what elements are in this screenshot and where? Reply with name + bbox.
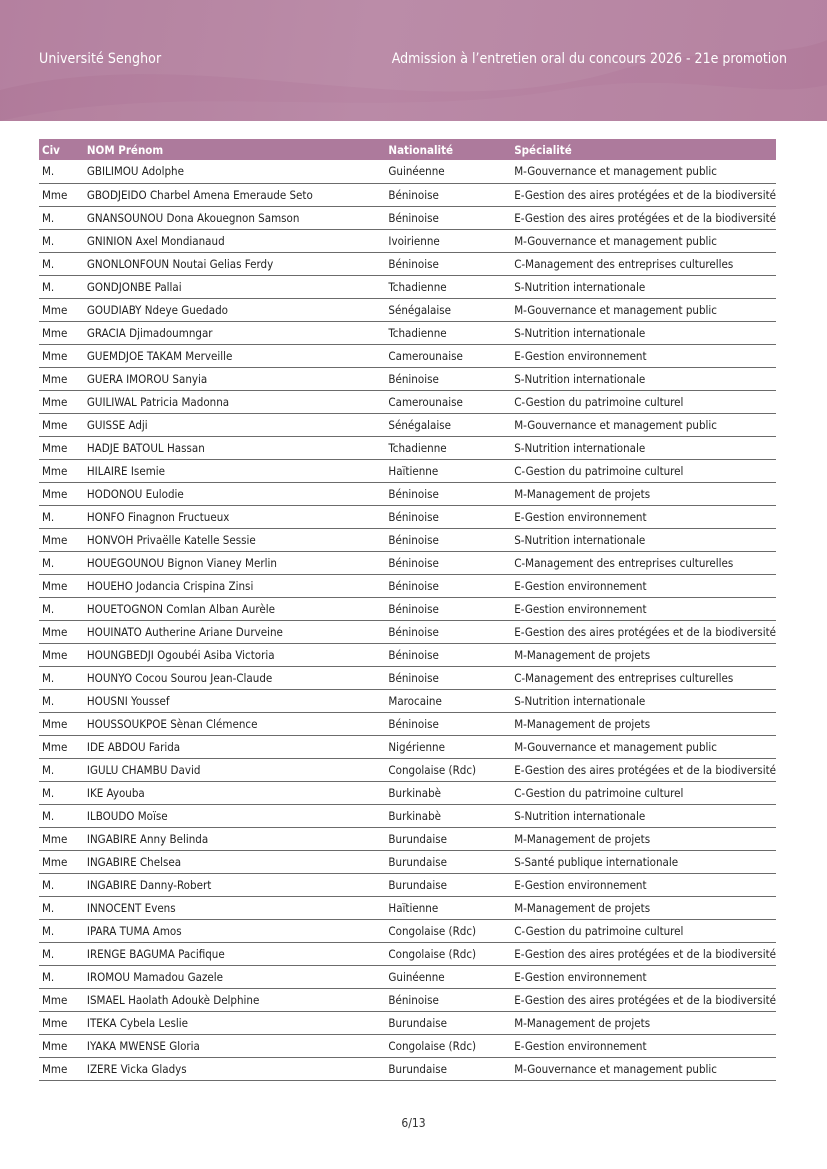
cell-civ: M. xyxy=(42,946,55,961)
cell-civ: Mme xyxy=(42,831,68,846)
cell-civ: M. xyxy=(42,164,55,179)
cell-civ: M. xyxy=(42,785,55,800)
cell-civ: Mme xyxy=(42,854,68,869)
cell-nationality: Haïtienne xyxy=(388,900,439,915)
cell-specialty: S-Santé publique internationale xyxy=(514,854,679,869)
cell-civ: M. xyxy=(42,969,55,984)
table-row xyxy=(39,781,776,804)
cell-nationality: Tchadienne xyxy=(388,279,447,294)
table-row xyxy=(39,298,776,321)
table-row xyxy=(39,597,776,620)
cell-specialty: C-Management des entreprises culturelles xyxy=(514,670,734,685)
table-row xyxy=(39,436,776,459)
table-row xyxy=(39,873,776,896)
cell-name: HOUNGBEDJI Ogoubéi Asiba Victoria xyxy=(86,647,275,662)
cell-nationality: Béninoise xyxy=(388,532,439,547)
cell-name: IDE ABDOU Farida xyxy=(86,739,181,754)
cell-specialty: M-Gouvernance et management public xyxy=(514,164,717,179)
table-row xyxy=(39,1034,776,1057)
cell-nationality: Béninoise xyxy=(388,716,439,731)
column-header-civ: Civ xyxy=(42,142,60,157)
table-row xyxy=(39,965,776,988)
cell-nationality: Burundaise xyxy=(388,1015,447,1030)
cell-nationality: Guinéenne xyxy=(388,969,445,984)
table-row xyxy=(39,643,776,666)
cell-specialty: E-Gestion environnement xyxy=(514,578,647,593)
table-row xyxy=(39,252,776,275)
table-row xyxy=(39,413,776,436)
cell-specialty: M-Management de projets xyxy=(514,1015,651,1030)
table-row xyxy=(39,275,776,298)
cell-nationality: Congolaise (Rdc) xyxy=(388,923,477,938)
cell-specialty: M-Gouvernance et management public xyxy=(514,233,717,248)
cell-specialty: E-Gestion des aires protégées et de la biodiversité xyxy=(514,210,776,225)
cell-specialty: S-Nutrition internationale xyxy=(514,371,646,386)
cell-specialty: E-Gestion environnement xyxy=(514,601,647,616)
table-row xyxy=(39,896,776,919)
table-row xyxy=(39,459,776,482)
table-row xyxy=(39,206,776,229)
cell-nationality: Béninoise xyxy=(388,187,439,202)
cell-specialty: E-Gestion des aires protégées et de la biodiversité xyxy=(514,762,776,777)
cell-name: HOUINATO Autherine Ariane Durveine xyxy=(86,624,283,639)
cell-civ: Mme xyxy=(42,187,68,202)
cell-nationality: Sénégalaise xyxy=(388,302,452,317)
cell-nationality: Ivoirienne xyxy=(388,233,440,248)
cell-name: HILAIRE Isemie xyxy=(86,463,166,478)
cell-nationality: Burundaise xyxy=(388,1061,447,1076)
cell-civ: Mme xyxy=(42,992,68,1007)
cell-name: HOUSSOUKPOE Sènan Clémence xyxy=(86,716,258,731)
table-row xyxy=(39,367,776,390)
cell-specialty: S-Nutrition internationale xyxy=(514,532,646,547)
cell-nationality: Burundaise xyxy=(388,854,447,869)
cell-nationality: Béninoise xyxy=(388,509,439,524)
cell-civ: M. xyxy=(42,670,55,685)
cell-nationality: Camerounaise xyxy=(388,348,463,363)
cell-civ: M. xyxy=(42,923,55,938)
cell-nationality: Béninoise xyxy=(388,624,439,639)
cell-nationality: Guinéenne xyxy=(388,164,445,179)
cell-name: HOUETOGNON Comlan Alban Aurèle xyxy=(86,601,275,616)
cell-specialty: M-Management de projets xyxy=(514,647,651,662)
cell-civ: Mme xyxy=(42,463,68,478)
cell-nationality: Béninoise xyxy=(388,555,439,570)
cell-nationality: Béninoise xyxy=(388,371,439,386)
cell-nationality: Béninoise xyxy=(388,647,439,662)
cell-nationality: Burundaise xyxy=(388,877,447,892)
cell-specialty: M-Gouvernance et management public xyxy=(514,302,717,317)
table-row xyxy=(39,160,776,183)
cell-name: INNOCENT Evens xyxy=(86,900,176,915)
cell-civ: Mme xyxy=(42,1015,68,1030)
cell-name: ILBOUDO Moïse xyxy=(86,808,168,823)
cell-specialty: M-Management de projets xyxy=(514,486,651,501)
cell-nationality: Béninoise xyxy=(388,670,439,685)
cell-specialty: E-Gestion des aires protégées et de la biodiversité xyxy=(514,946,776,961)
table-row xyxy=(39,344,776,367)
table-row xyxy=(39,183,776,206)
cell-civ: M. xyxy=(42,233,55,248)
cell-civ: Mme xyxy=(42,371,68,386)
cell-civ: M. xyxy=(42,509,55,524)
cell-name: GUISSE Adji xyxy=(86,417,148,432)
table-row xyxy=(39,551,776,574)
cell-civ: Mme xyxy=(42,647,68,662)
cell-civ: Mme xyxy=(42,348,68,363)
cell-specialty: C-Gestion du patrimoine culturel xyxy=(514,463,684,478)
cell-specialty: S-Nutrition internationale xyxy=(514,279,646,294)
cell-name: IROMOU Mamadou Gazele xyxy=(86,969,224,984)
cell-civ: Mme xyxy=(42,716,68,731)
table-row xyxy=(39,666,776,689)
cell-specialty: M-Gouvernance et management public xyxy=(514,1061,717,1076)
cell-name: ISMAEL Haolath Adoukè Delphine xyxy=(86,992,260,1007)
cell-name: HOUSNI Youssef xyxy=(86,693,170,708)
cell-civ: Mme xyxy=(42,440,68,455)
cell-civ: Mme xyxy=(42,532,68,547)
table-header-row xyxy=(39,139,776,160)
cell-specialty: E-Gestion des aires protégées et de la biodiversité xyxy=(514,992,776,1007)
cell-specialty: S-Nutrition internationale xyxy=(514,693,646,708)
cell-civ: M. xyxy=(42,762,55,777)
cell-nationality: Tchadienne xyxy=(388,325,447,340)
cell-civ: Mme xyxy=(42,1038,68,1053)
cell-nationality: Béninoise xyxy=(388,992,439,1007)
cell-civ: Mme xyxy=(42,417,68,432)
cell-name: HOUEGOUNOU Bignon Vianey Merlin xyxy=(86,555,277,570)
cell-specialty: C-Management des entreprises culturelles xyxy=(514,555,734,570)
cell-name: ITEKA Cybela Leslie xyxy=(86,1015,188,1030)
cell-name: IGULU CHAMBU David xyxy=(86,762,201,777)
cell-name: HOUNYO Cocou Sourou Jean-Claude xyxy=(86,670,273,685)
table-row xyxy=(39,758,776,781)
table-row xyxy=(39,528,776,551)
cell-name: GOUDIABY Ndeye Guedado xyxy=(86,302,228,317)
column-header-nationality: Nationalité xyxy=(388,142,454,157)
table-row xyxy=(39,390,776,413)
table-row xyxy=(39,850,776,873)
cell-name: INGABIRE Danny-Robert xyxy=(86,877,212,892)
cell-nationality: Burundaise xyxy=(388,831,447,846)
page-number: 6/13 xyxy=(401,1116,426,1130)
cell-specialty: E-Gestion des aires protégées et de la biodiversité xyxy=(514,187,776,202)
cell-specialty: C-Gestion du patrimoine culturel xyxy=(514,394,684,409)
cell-name: IKE Ayouba xyxy=(86,785,145,800)
column-header-name: NOM Prénom xyxy=(86,142,164,157)
cell-specialty: M-Gouvernance et management public xyxy=(514,417,717,432)
cell-specialty: M-Gouvernance et management public xyxy=(514,739,717,754)
cell-name: HADJE BATOUL Hassan xyxy=(86,440,205,455)
cell-name: GBILIMOU Adolphe xyxy=(86,164,184,179)
table-row xyxy=(39,735,776,758)
cell-specialty: E-Gestion environnement xyxy=(514,1038,647,1053)
cell-specialty: M-Management de projets xyxy=(514,900,651,915)
cell-name: GNANSOUNOU Dona Akouegnon Samson xyxy=(86,210,300,225)
cell-name: GBODJEIDO Charbel Amena Emeraude Seto xyxy=(86,187,313,202)
cell-civ: Mme xyxy=(42,739,68,754)
cell-civ: Mme xyxy=(42,394,68,409)
cell-civ: M. xyxy=(42,877,55,892)
cell-nationality: Burkinabè xyxy=(388,785,442,800)
cell-specialty: S-Nutrition internationale xyxy=(514,325,646,340)
cell-specialty: E-Gestion environnement xyxy=(514,348,647,363)
candidates-table xyxy=(39,139,776,1081)
university-name: Université Senghor xyxy=(39,51,162,67)
cell-specialty: C-Management des entreprises culturelles xyxy=(514,256,734,271)
table-header xyxy=(39,139,776,160)
cell-specialty: M-Management de projets xyxy=(514,716,651,731)
cell-civ: M. xyxy=(42,601,55,616)
cell-nationality: Béninoise xyxy=(388,486,439,501)
table-row xyxy=(39,919,776,942)
table-row xyxy=(39,988,776,1011)
cell-nationality: Haïtienne xyxy=(388,463,439,478)
cell-specialty: E-Gestion environnement xyxy=(514,877,647,892)
cell-name: IYAKA MWENSE Gloria xyxy=(86,1038,200,1053)
cell-civ: Mme xyxy=(42,624,68,639)
cell-specialty: E-Gestion des aires protégées et de la biodiversité xyxy=(514,624,776,639)
cell-name: GNONLONFOUN Noutai Gelias Ferdy xyxy=(86,256,274,271)
cell-civ: M. xyxy=(42,210,55,225)
cell-nationality: Sénégalaise xyxy=(388,417,452,432)
cell-civ: M. xyxy=(42,279,55,294)
table-row xyxy=(39,321,776,344)
cell-nationality: Tchadienne xyxy=(388,440,447,455)
table-row xyxy=(39,1057,776,1080)
cell-name: GUEMDJOE TAKAM Merveille xyxy=(86,348,233,363)
cell-nationality: Nigérienne xyxy=(388,739,445,754)
table-row xyxy=(39,482,776,505)
document-title: Admission à l’entretien oral du concours 2026 - 21e promotion xyxy=(391,51,787,67)
cell-civ: Mme xyxy=(42,1061,68,1076)
cell-civ: M. xyxy=(42,555,55,570)
table-row xyxy=(39,804,776,827)
cell-name: GUERA IMOROU Sanyia xyxy=(86,371,208,386)
table-row xyxy=(39,827,776,850)
cell-name: IZERE Vicka Gladys xyxy=(86,1061,187,1076)
cell-nationality: Congolaise (Rdc) xyxy=(388,946,477,961)
table-body xyxy=(39,160,776,1080)
cell-civ: Mme xyxy=(42,302,68,317)
table-row xyxy=(39,505,776,528)
cell-name: INGABIRE Anny Belinda xyxy=(86,831,209,846)
cell-name: GUILIWAL Patricia Madonna xyxy=(86,394,230,409)
cell-civ: M. xyxy=(42,693,55,708)
cell-nationality: Béninoise xyxy=(388,578,439,593)
table-row xyxy=(39,620,776,643)
cell-name: GNINION Axel Mondianaud xyxy=(86,233,225,248)
table-row xyxy=(39,229,776,252)
cell-civ: Mme xyxy=(42,325,68,340)
cell-civ: M. xyxy=(42,900,55,915)
cell-specialty: E-Gestion environnement xyxy=(514,969,647,984)
cell-civ: M. xyxy=(42,256,55,271)
table-row xyxy=(39,942,776,965)
cell-specialty: C-Gestion du patrimoine culturel xyxy=(514,785,684,800)
table-row xyxy=(39,689,776,712)
table-row xyxy=(39,1011,776,1034)
cell-specialty: M-Management de projets xyxy=(514,831,651,846)
column-header-specialty: Spécialité xyxy=(514,142,572,157)
cell-name: HODONOU Eulodie xyxy=(86,486,184,501)
header-banner xyxy=(0,0,827,121)
cell-nationality: Béninoise xyxy=(388,256,439,271)
table-row xyxy=(39,574,776,597)
cell-nationality: Congolaise (Rdc) xyxy=(388,762,477,777)
cell-nationality: Béninoise xyxy=(388,601,439,616)
cell-name: GONDJONBE Pallai xyxy=(86,279,182,294)
cell-specialty: S-Nutrition internationale xyxy=(514,808,646,823)
cell-specialty: C-Gestion du patrimoine culturel xyxy=(514,923,684,938)
cell-civ: Mme xyxy=(42,578,68,593)
cell-specialty: E-Gestion environnement xyxy=(514,509,647,524)
cell-nationality: Burkinabè xyxy=(388,808,442,823)
cell-nationality: Béninoise xyxy=(388,210,439,225)
table-row xyxy=(39,712,776,735)
cell-name: GRACIA Djimadoumngar xyxy=(86,325,213,340)
cell-specialty: S-Nutrition internationale xyxy=(514,440,646,455)
cell-name: HONVOH Privaëlle Katelle Sessie xyxy=(86,532,256,547)
cell-civ: Mme xyxy=(42,486,68,501)
cell-name: INGABIRE Chelsea xyxy=(86,854,182,869)
cell-name: IRENGE BAGUMA Pacifique xyxy=(86,946,225,961)
cell-nationality: Congolaise (Rdc) xyxy=(388,1038,477,1053)
cell-name: IPARA TUMA Amos xyxy=(86,923,182,938)
cell-name: HONFO Finagnon Fructueux xyxy=(86,509,230,524)
cell-nationality: Marocaine xyxy=(388,693,442,708)
cell-civ: M. xyxy=(42,808,55,823)
cell-nationality: Camerounaise xyxy=(388,394,463,409)
cell-name: HOUEHO Jodancia Crispina Zinsi xyxy=(86,578,254,593)
